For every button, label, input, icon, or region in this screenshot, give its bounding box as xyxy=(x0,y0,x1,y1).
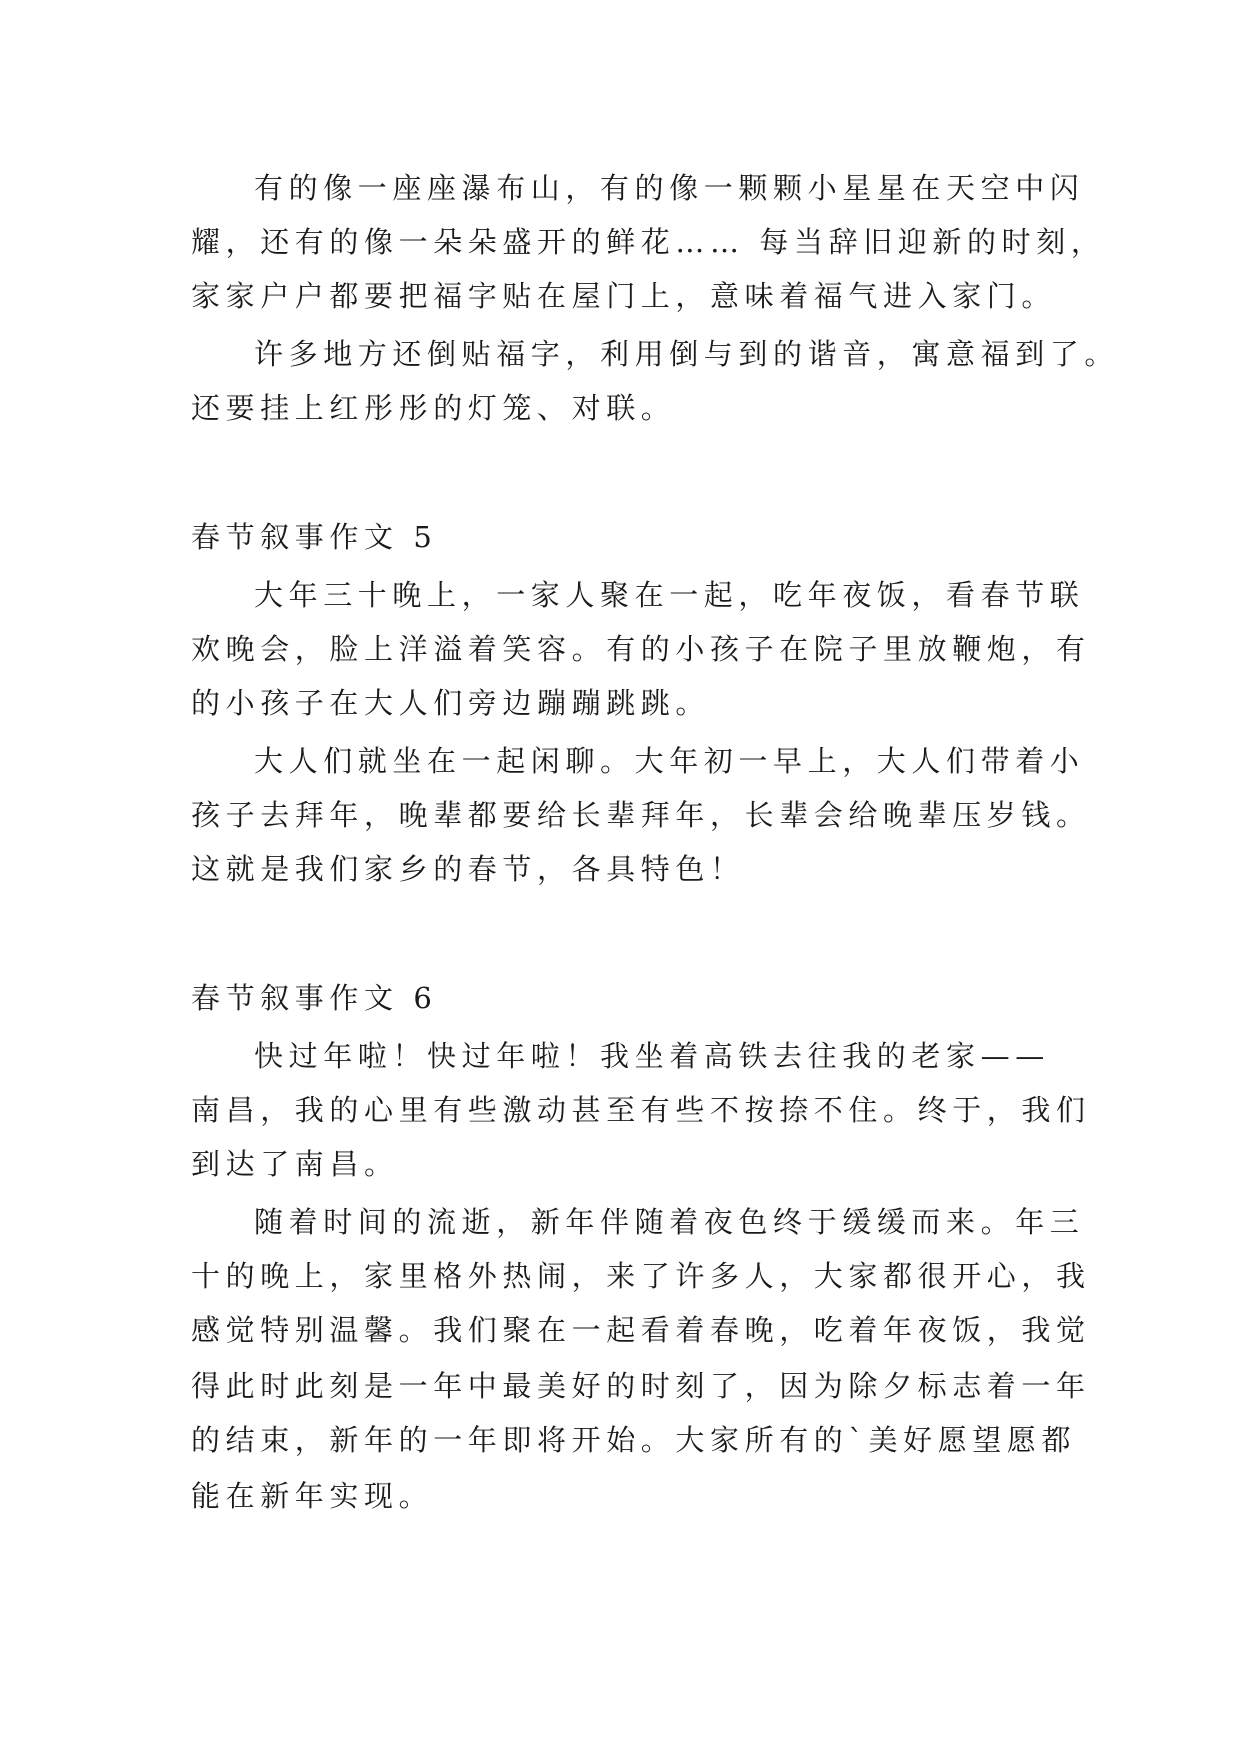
paragraph-line: 大人们就坐在一起闲聊。大年初一早上，大人们带着小 xyxy=(254,744,1085,778)
paragraph-line: 的小孩子在大人们旁边蹦蹦跳跳。 xyxy=(191,686,711,720)
paragraph-line: 南昌，我的心里有些激动甚至有些不按捺不住。终于，我们 xyxy=(191,1093,1091,1127)
paragraph-line: 这就是我们家乡的春节，各具特色！ xyxy=(191,852,745,886)
paragraph-line: 孩子去拜年，晚辈都要给长辈拜年，长辈会给晚辈压岁钱。 xyxy=(191,798,1091,832)
paragraph-line: 还要挂上红彤彤的灯笼、对联。 xyxy=(191,391,676,425)
paragraph-line: 家家户户都要把福字贴在屋门上，意味着福气进入家门。 xyxy=(191,279,1057,313)
paragraph-line: 感觉特别温馨。我们聚在一起看着春晚，吃着年夜饭，我觉 xyxy=(191,1313,1091,1347)
paragraph-line: 耀，还有的像一朵朵盛开的鲜花…… 每当辞旧迎新的时刻， xyxy=(191,225,1106,259)
paragraph-line: 快过年啦！快过年啦！我坐着高铁去往我的老家—— xyxy=(254,1039,1050,1073)
paragraph-line: 有的像一座座瀑布山，有的像一颗颗小星星在天空中闪 xyxy=(254,171,1085,205)
paragraph-line: 得此时此刻是一年中最美好的时刻了，因为除夕标志着一年 xyxy=(191,1369,1091,1403)
paragraph-line: 到达了南昌。 xyxy=(191,1147,399,1181)
paragraph-line: 随着时间的流逝，新年伴随着夜色终于缓缓而来。年三 xyxy=(254,1205,1085,1239)
section-heading: 春节叙事作文 6 xyxy=(191,981,438,1015)
paragraph-line: 十的晚上，家里格外热闹，来了许多人，大家都很开心，我 xyxy=(191,1259,1091,1293)
paragraph-line: 许多地方还倒贴福字，利用倒与到的谐音，寓意福到了。 xyxy=(254,337,1120,371)
paragraph-line: 能在新年实现。 xyxy=(191,1479,434,1513)
paragraph-line: 大年三十晚上，一家人聚在一起，吃年夜饭，看春节联 xyxy=(254,578,1085,612)
paragraph-line: 的结束，新年的一年即将开始。大家所有的`美好愿望愿都 xyxy=(191,1423,1077,1457)
section-heading: 春节叙事作文 5 xyxy=(191,520,438,554)
paragraph-line: 欢晚会，脸上洋溢着笑容。有的小孩子在院子里放鞭炮，有 xyxy=(191,632,1091,666)
